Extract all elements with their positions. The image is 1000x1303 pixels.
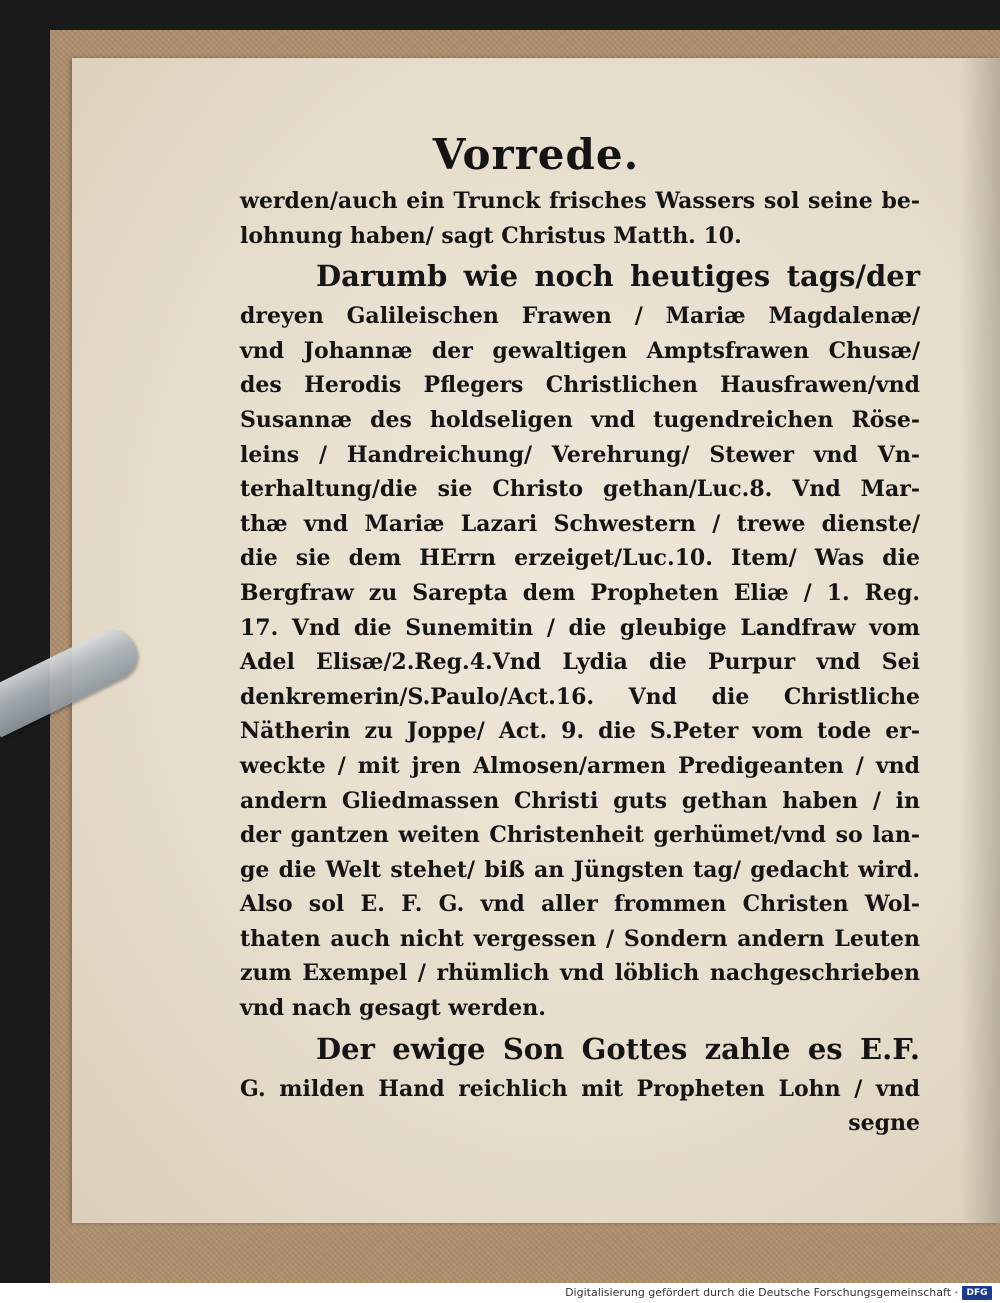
text-line: Nätherin zu Joppe/ Act. 9. die S.Peter vom tode er- bbox=[240, 718, 920, 745]
paragraph-opening-line: Darumb wie noch heutiges tags/der bbox=[316, 259, 920, 294]
text-line: vnd nach gesagt werden. bbox=[240, 995, 546, 1022]
text-line: zum Exempel / rhümlich vnd löblich nachgeschrieben bbox=[240, 960, 920, 987]
text-line: Also sol E. F. G. vnd aller frommen Christen Wol- bbox=[240, 891, 920, 918]
text-line: terhaltung/die sie Christo gethan/Luc.8. Vnd Mar- bbox=[240, 476, 920, 503]
footer-bar bbox=[0, 1283, 1000, 1303]
text-line: leins / Handreichung/ Verehrung/ Stewer vnd Vn- bbox=[240, 441, 920, 468]
text-line: des Herodis Pflegers Christlichen Hausfrawen/vnd bbox=[240, 372, 920, 399]
text-line: G. milden Hand reichlich mit Propheten Lohn / vnd bbox=[240, 1075, 920, 1102]
text-line: lohnung haben/ sagt Christus Matth. 10. bbox=[240, 222, 742, 249]
paragraph-opening-line: Der ewige Son Gottes zahle es E.F. bbox=[316, 1031, 920, 1066]
text-line: dreyen Galileischen Frawen / Mariæ Magdalenæ/ bbox=[240, 303, 920, 330]
text-line: werden/auch ein Trunck frisches Wassers sol seine be- bbox=[240, 188, 920, 214]
text-line: Bergfraw zu Sarepta dem Propheten Eliæ / 1. Reg. bbox=[240, 579, 920, 606]
text-line: 17. Vnd die Sunemitin / die gleubige Landfraw vom bbox=[240, 614, 920, 641]
text-line: Susannæ des holdseligen vnd tugendreichen Röse- bbox=[240, 406, 920, 433]
text-line: andern Gliedmassen Christi guts gethan haben / in bbox=[240, 787, 920, 814]
body-text bbox=[240, 184, 920, 1141]
text-line: der gantzen weiten Christenheit gerhümet/vnd so lan- bbox=[240, 822, 920, 849]
funding-credit: Digitalisierung gefördert durch die Deutsche Forschungsgemeinschaft · bbox=[565, 1286, 958, 1299]
text-line: thaten auch nicht vergessen / Sondern andern Leuten bbox=[240, 925, 920, 952]
text-line: die sie dem HErrn erzeiget/Luc.10. Item/ Was die bbox=[240, 545, 920, 572]
text-line: denkremerin/S.Paulo/Act.16. Vnd die Christliche bbox=[240, 683, 920, 710]
text-line: thæ vnd Mariæ Lazari Schwestern / trewe dienste/ bbox=[240, 510, 920, 537]
text-line: vnd Johannæ der gewaltigen Amptsfrawen Chusæ/ bbox=[240, 337, 920, 364]
page-heading: Vorrede. bbox=[432, 130, 640, 179]
catchword: segne bbox=[848, 1110, 920, 1137]
text-line: Adel Elisæ/2.Reg.4.Vnd Lydia die Purpur vnd Sei bbox=[240, 649, 920, 676]
text-line: ge die Welt stehet/ biß an Jüngsten tag/ gedacht wird. bbox=[240, 856, 920, 883]
dfg-logo: DFG bbox=[962, 1286, 992, 1300]
book-page bbox=[72, 58, 1000, 1223]
page-shadow-edge bbox=[960, 58, 1000, 1223]
text-line: weckte / mit jren Almosen/armen Predigeanten / vnd bbox=[240, 752, 920, 779]
